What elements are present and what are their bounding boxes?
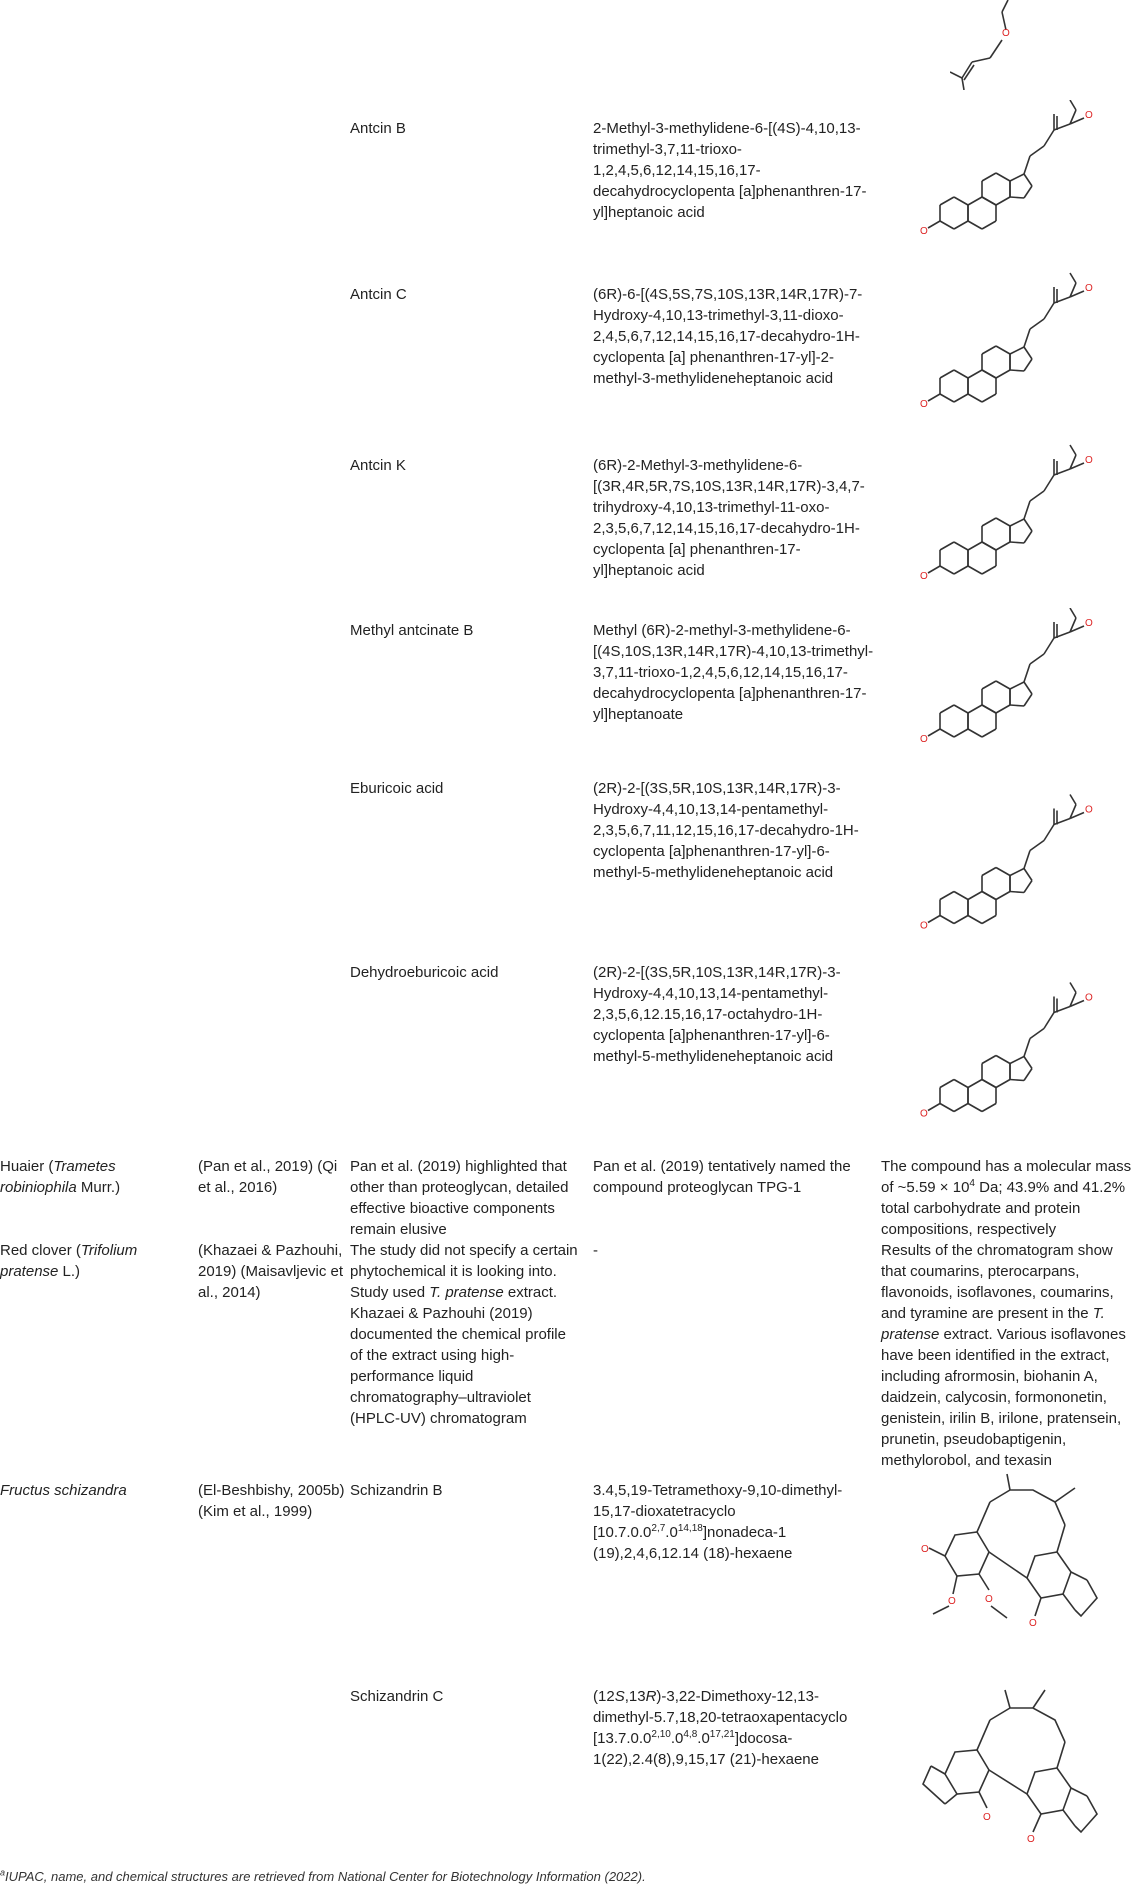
- structure-antcin-b: [920, 100, 1095, 250]
- svg-text:O: O: [1085, 992, 1093, 1004]
- iupac-antcin-c: (6R)-6-[(4S,5S,7S,10S,13R,14R,17R)-7-Hydroxy-4,10,13-trimethyl-3,11-dioxo-2,4,5,6,7,12,14,15,16,17-decahydro-1H-cyclopenta [a] phenanthren-17-yl]-2-methyl-3-methylideneheptanoic acid: [593, 286, 863, 387]
- compound-antcin-k: Antcin K: [350, 457, 406, 474]
- iupac-red-clover: -: [593, 1242, 598, 1259]
- structure-antcin-k: [920, 440, 1095, 600]
- iupac-dehydroeburicoic-acid: (2R)-2-[(3S,5R,10S,13R,14R,17R)-3-Hydroxy-4,4,10,13,14-pentamethyl-2,3,5,6,12.15,16,17-octahydro-1H-cyclopenta [a]phenanthren-17-yl]-6-methyl-5-methylideneheptanoic acid: [593, 964, 841, 1065]
- source-red-clover: Red clover (Trifolium pratense L.): [0, 1242, 138, 1280]
- compound-eburicoic-acid: Eburicoic acid: [350, 780, 444, 797]
- structure-prenyl-fragment: [950, 0, 1030, 90]
- svg-text:O: O: [1027, 1834, 1035, 1845]
- svg-text:O: O: [920, 1108, 928, 1120]
- compound-methyl-antcinate-b: Methyl antcinate B: [350, 622, 474, 639]
- iupac-eburicoic-acid: (2R)-2-[(3S,5R,10S,13R,14R,17R)-3-Hydroxy-4,4,10,13,14-pentamethyl-2,3,5,6,7,11,12,15,16,17-decahydro-1H-cyclopenta [a]phenanthren-17-yl]-6-methyl-5-methylideneheptanoic acid: [593, 780, 859, 881]
- svg-text:O: O: [1085, 283, 1093, 294]
- svg-text:O: O: [983, 1812, 991, 1823]
- structure-methyl-antcinate-b: [920, 608, 1095, 758]
- structure-antcin-c: [920, 268, 1095, 428]
- compound-antcin-b: Antcin B: [350, 120, 406, 137]
- source-fructus-schizandra: Fructus schizandra: [0, 1482, 127, 1499]
- svg-text:O: O: [1002, 28, 1010, 39]
- svg-text:O: O: [1085, 110, 1093, 121]
- structure-schizandrin-c: [915, 1680, 1110, 1860]
- compound-schizandrin-b: Schizandrin B: [350, 1482, 443, 1499]
- iupac-antcin-k: (6R)-2-Methyl-3-methylidene-6-[(3R,4R,5R,7S,10S,13R,14R,17R)-3,4,7-trihydroxy-4,10,13-trimethyl-11-oxo-2,3,5,6,7,12,14,15,16,17-decahydro-1H-cyclopenta [a] phenanthren-17-yl]heptanoic acid: [593, 457, 865, 579]
- ref-huaier: (Pan et al., 2019) (Qi et al., 2016): [198, 1158, 338, 1196]
- svg-text:O: O: [948, 1596, 956, 1607]
- svg-text:O: O: [1029, 1618, 1037, 1629]
- iupac-methyl-antcinate-b: Methyl (6R)-2-methyl-3-methylidene-6-[(4S,10S,13R,14R,17R)-4,10,13-trimethyl-3,7,11-trioxo-1,2,4,5,6,12,14,15,16,17-decahydrocyclopenta [a]phenanthren-17-yl]heptanoate: [593, 622, 874, 723]
- desc-huaier: The compound has a molecular mass of ~5.59 × $10^4$ Da; 43.9% and 41.2% total carbohydrate and protein compositions, respectively: [881, 1158, 1132, 1238]
- svg-text:O: O: [920, 734, 928, 745]
- svg-text:O: O: [985, 1594, 993, 1605]
- source-huaier: Huaier (Trametes robiniophila Murr.): [0, 1158, 121, 1196]
- structure-dehydroeburicoic-acid: [920, 950, 1095, 1140]
- structure-eburicoic-acid: [920, 762, 1095, 952]
- svg-text:O: O: [1085, 804, 1093, 816]
- iupac-schizandrin-b: 3.4,5,19-Tetramethoxy-9,10-dimethyl-15,17-dioxatetracyclo [10.7.0.0$^{2,7}$.0$^{14,18}$]nonadeca-1 (19),2,4,6,12.14 (18)-hexaene: [593, 1482, 843, 1562]
- desc-red-clover: Results of the chromatogram show that coumarins, pterocarpans, flavonoids, isoflavones, coumarins, and tyramine are present in the T. pratense extract. Various isoflavones have been identified in the extract, including afrormosin, biohanin A, daidzein, calycosin, formononetin, genistein, irilin B, irilone, pratensein, prunetin, pseudobaptigenin, methylorobol, and texasin: [881, 1242, 1126, 1469]
- svg-text:O: O: [1085, 618, 1093, 629]
- table-footnote: $^a$IUPAC, name, and chemical structures are retrieved from National Center for Biotechnology Information (2022).: [0, 1867, 646, 1884]
- compound-red-clover: The study did not specify a certain phytochemical it is looking into. Study used T. pratense extract. Khazaei & Pazhouhi (2019) documented the chemical profile of the extract using high-performance liquid chromatography–ultraviolet (HPLC-UV) chromatogram: [350, 1242, 578, 1427]
- svg-text:O: O: [1085, 455, 1093, 466]
- compound-huaier: Pan et al. (2019) highlighted that other than proteoglycan, detailed effective bioactive components remain elusive: [350, 1158, 569, 1238]
- compound-schizandrin-c: Schizandrin C: [350, 1688, 444, 1705]
- svg-text:O: O: [920, 571, 928, 582]
- svg-text:O: O: [920, 920, 928, 932]
- iupac-antcin-b: 2-Methyl-3-methylidene-6-[(4S)-4,10,13-trimethyl-3,7,11-trioxo-1,2,4,5,6,12,14,15,16,17-decahydrocyclopenta [a]phenanthren-17-yl]heptanoic acid: [593, 120, 867, 221]
- ref-fructus-schizandra: (El-Beshbishy, 2005b) (Kim et al., 1999): [198, 1482, 345, 1520]
- iupac-schizandrin-c: (12S,13R)-3,22-Dimethoxy-12,13-dimethyl-5.7,18,20-tetraoxapentacyclo [13.7.0.0$^{2,10}$.0$^{4,8}$.0$^{17,21}$]docosa-1(22),2.4(8),9,15,17 (21)-hexaene: [593, 1688, 848, 1768]
- svg-text:O: O: [921, 1544, 929, 1555]
- svg-text:O: O: [920, 226, 928, 237]
- ref-red-clover: (Khazaei & Pazhouhi, 2019) (Maisavljevic et al., 2014): [198, 1242, 344, 1301]
- svg-text:O: O: [920, 399, 928, 410]
- structure-schizandrin-b: [915, 1470, 1110, 1650]
- iupac-huaier: Pan et al. (2019) tentatively named the compound proteoglycan TPG-1: [593, 1158, 851, 1196]
- compound-dehydroeburicoic-acid: Dehydroeburicoic acid: [350, 964, 499, 981]
- compound-antcin-c: Antcin C: [350, 286, 407, 303]
